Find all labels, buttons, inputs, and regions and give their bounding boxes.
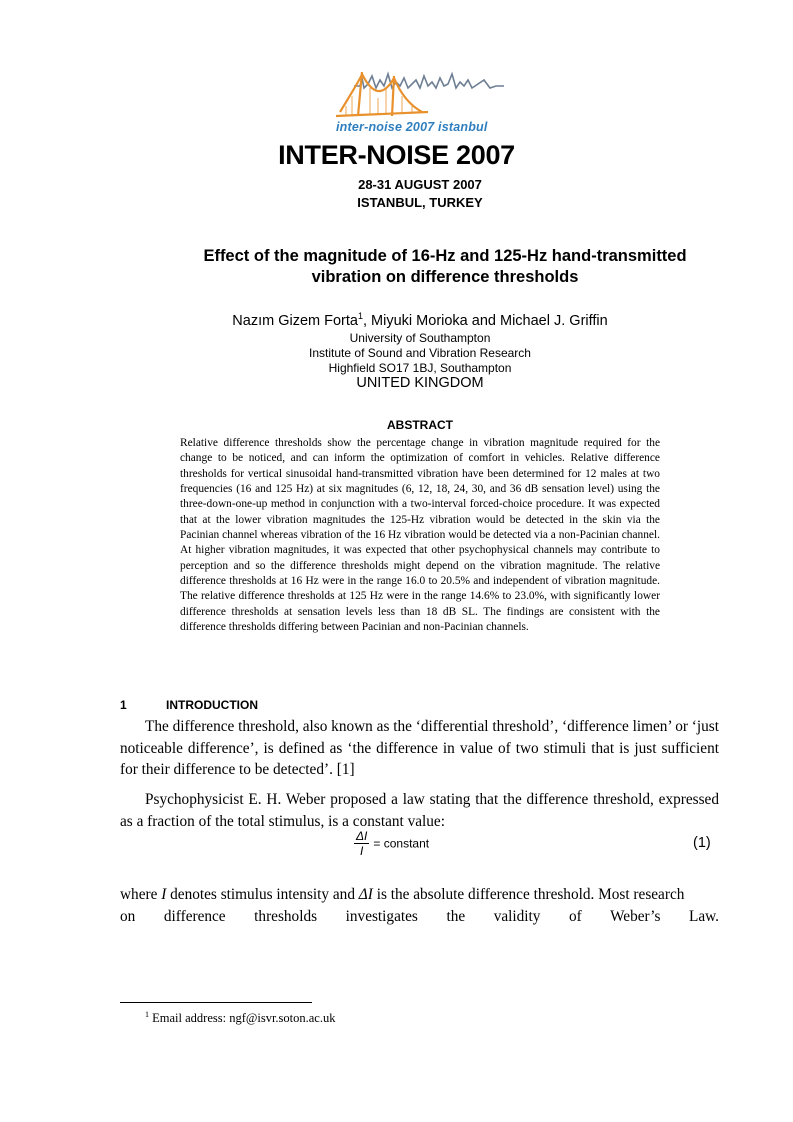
footnote <box>145 1010 335 1026</box>
conference-title: INTER-NOISE 2007 <box>278 140 515 170</box>
equation-rhs: = constant <box>373 836 430 851</box>
para3-line2: on difference thresholds investigates the validity of Weber’s Law. <box>120 907 719 925</box>
equation-numerator: ΔI <box>356 829 368 843</box>
abstract-heading: ABSTRACT <box>387 418 453 432</box>
logo-wave <box>354 74 504 88</box>
affiliation-address: Highfield SO17 1BJ, Southampton <box>328 361 512 375</box>
para3-text-b: denotes stimulus intensity and <box>166 886 359 903</box>
footnote-text: Email address: ngf@isvr.soton.ac.uk <box>149 1011 336 1026</box>
intro-paragraph-2: Psychophysicist E. H. Weber proposed a law stating that the difference threshold, expressed as a fraction of the total stimulus, is a constant value: <box>120 791 719 830</box>
author-first: Nazım Gizem Forta <box>232 312 358 329</box>
intro-paragraph-3 <box>120 884 719 927</box>
paper-title <box>120 246 770 288</box>
para3-symbol-i: I <box>161 886 167 903</box>
affiliation-country: UNITED KINGDOM <box>356 375 484 391</box>
abstract-body: Relative difference thresholds show the percentage change in vibration magnitude required for the change to be noticed, and can inform the optimization of comfort in vehicles. Relative difference thresholds for vertical sinusoidal hand-transmitted vibration have been determined for 12 males at two frequencies (16 and 125 Hz) at six magnitudes (6, 12, 18, 24, 30, and 36 dB sensation level) using the three-down-one-up method in conjunction with a two-interval forced-choice procedure. It was expected that at the lower vibration magnitudes the 125-Hz vibration would be detected in the skin via the Pacinian channel whereas vibration of the 16 Hz vibration would be detected via a non-Pacinian channel. At higher vibration magnitudes, it was expected that other psychophysical channels may contribute to perception and so the difference thresholds might depend on the vibration magnitude. The relative difference thresholds at 16 Hz were in the range 16.0 to 20.5% and independent of vibration magnitude. The relative difference thresholds at 125 Hz were in the range 14.6% to 23.0%, with significantly lower difference thresholds at sensation levels less than 18 dB SL. The findings are consistent with the difference thresholds differing between Pacinian and non-Pacinian channels. <box>180 437 660 634</box>
equation-label: (1) <box>693 835 711 851</box>
author-footnote-mark: 1 <box>357 311 363 321</box>
paper-title-line2: vibration on difference thresholds <box>311 268 579 286</box>
author-list <box>0 311 793 329</box>
affiliation-institute: Institute of Sound and Vibration Research <box>309 346 531 360</box>
logo-bridge <box>336 72 428 116</box>
paper-title-line1: Effect of the magnitude of 16-Hz and 125-Hz hand-transmitted <box>203 247 687 265</box>
conference-date: 28-31 AUGUST 2007 <box>358 177 482 192</box>
para3-text-c: is the absolute difference threshold. Most research <box>372 886 685 903</box>
para3-symbol-delta-i: ΔI <box>358 886 373 903</box>
para3-text-a: where <box>120 886 162 903</box>
conference-place: ISTANBUL, TURKEY <box>357 195 483 210</box>
equation-fraction <box>354 829 369 858</box>
affiliation-university: University of Southampton <box>349 331 491 345</box>
section-title: INTRODUCTION <box>166 698 258 712</box>
logo-text: inter-noise 2007 istanbul <box>336 120 488 134</box>
author-rest: , Miyuki Morioka and Michael J. Griffin <box>363 312 608 329</box>
footnote-mark: 1 <box>145 1010 149 1019</box>
equation-weber <box>354 829 429 858</box>
intro-paragraph-1: The difference threshold, also known as the ‘differential threshold’, ‘difference limen’ or ‘just noticeable difference’, is defined as ‘the difference in value of two stimuli that is just sufficient for their difference to be detected’. [1] <box>120 718 719 778</box>
footnote-rule <box>120 1002 312 1003</box>
section-heading-introduction <box>120 698 258 712</box>
equation-denominator: I <box>360 844 364 858</box>
section-number: 1 <box>120 698 127 712</box>
